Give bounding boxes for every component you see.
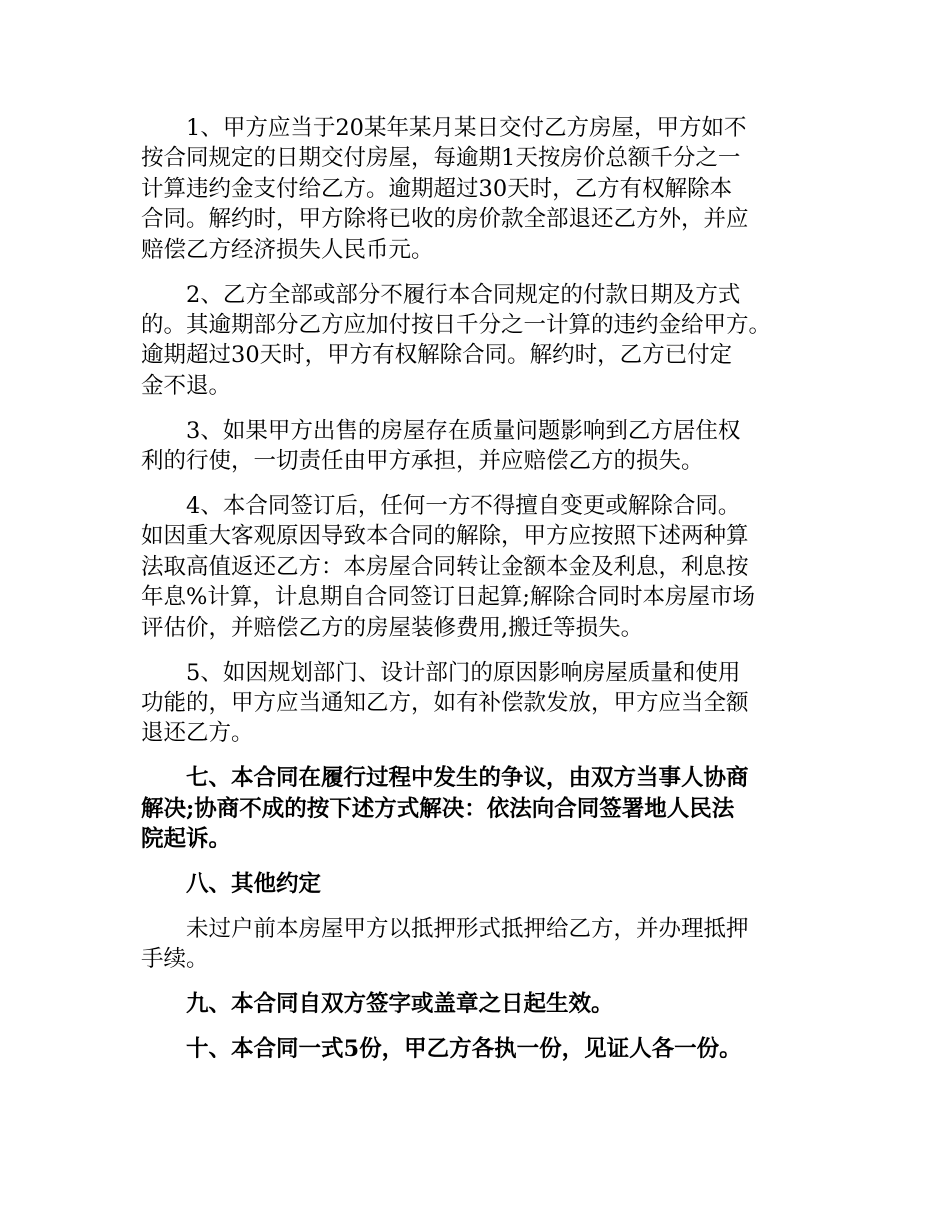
clause-8-body-paragraph [141,914,831,975]
clause-6-2-paragraph [141,280,831,402]
text-line: 赔偿乙方经济损失人民币元。 [141,236,434,263]
text-line: 解决;协商不成的按下述方式解决：依法向合同签署地人民法 [141,795,735,822]
text-line: 计算违约金支付给乙方。逾期超过30天时，乙方有权解除本 [141,175,733,202]
text-line: 按合同规定的日期交付房屋，每逾期1天按房价总额千分之一 [141,145,741,172]
clause-8-heading [141,869,831,899]
document-page [141,113,831,1079]
text-line: 如因重大客观原因导致本合同的解除，甲方应按照下述两种算 [141,523,749,550]
clause-7-dispute-paragraph [141,763,831,854]
text-line: 利的行使，一切责任由甲方承担，并应赔偿乙方的损失。 [141,448,704,475]
clause-6-4-paragraph [141,491,831,643]
text-line: 的。其逾期部分乙方应加付按日千分之一计算的违约金给甲方。 [141,311,772,338]
text-line: 3、如果甲方出售的房屋存在质量问题影响到乙方居住权 [186,417,741,444]
clause-6-3-paragraph [141,416,831,477]
text-line: 手续。 [141,946,209,973]
clause-9-paragraph [141,989,831,1019]
text-line: 八、其他约定 [186,870,322,897]
text-line: 退还乙方。 [141,720,254,747]
text-line: 功能的，甲方应当通知乙方，如有补偿款发放，甲方应当全额 [141,689,749,716]
text-line: 4、本合同签订后，任何一方不得擅自变更或解除合同。 [186,492,741,519]
text-line: 院起诉。 [141,826,232,853]
text-line: 年息%计算，计息期自合同签订日起算;解除合同时本房屋市场 [141,584,755,611]
text-line: 逾期超过30天时，甲方有权解除合同。解约时，乙方已付定 [141,342,733,369]
text-line: 十、本合同一式5份，甲乙方各执一份，见证人各一份。 [186,1036,742,1063]
clause-6-5-paragraph [141,658,831,749]
text-line: 1、甲方应当于20某年某月某日交付乙方房屋，甲方如不 [186,115,747,141]
text-line: 金不退。 [141,372,232,399]
text-line: 合同。解约时，甲方除将已收的房价款全部退还乙方外，并应 [141,206,749,233]
clause-10-paragraph [141,1034,831,1064]
text-line: 未过户前本房屋甲方以抵押形式抵押给乙方，并办理抵押 [186,915,749,942]
text-line: 七、本合同在履行过程中发生的争议，由双方当事人协商 [186,765,749,792]
text-line: 九、本合同自双方签字或盖章之日起生效。 [186,991,614,1018]
text-line: 2、乙方全部或部分不履行本合同规定的付款日期及方式 [186,281,741,308]
clause-6-1-paragraph [141,113,831,265]
text-line: 5、如因规划部门、设计部门的原因影响房屋质量和使用 [186,659,741,686]
text-line: 评估价，并赔偿乙方的房屋装修费用,搬迁等损失。 [141,614,644,641]
text-line: 法取高值返还乙方：本房屋合同转让金额本金及利息，利息按 [141,553,749,580]
